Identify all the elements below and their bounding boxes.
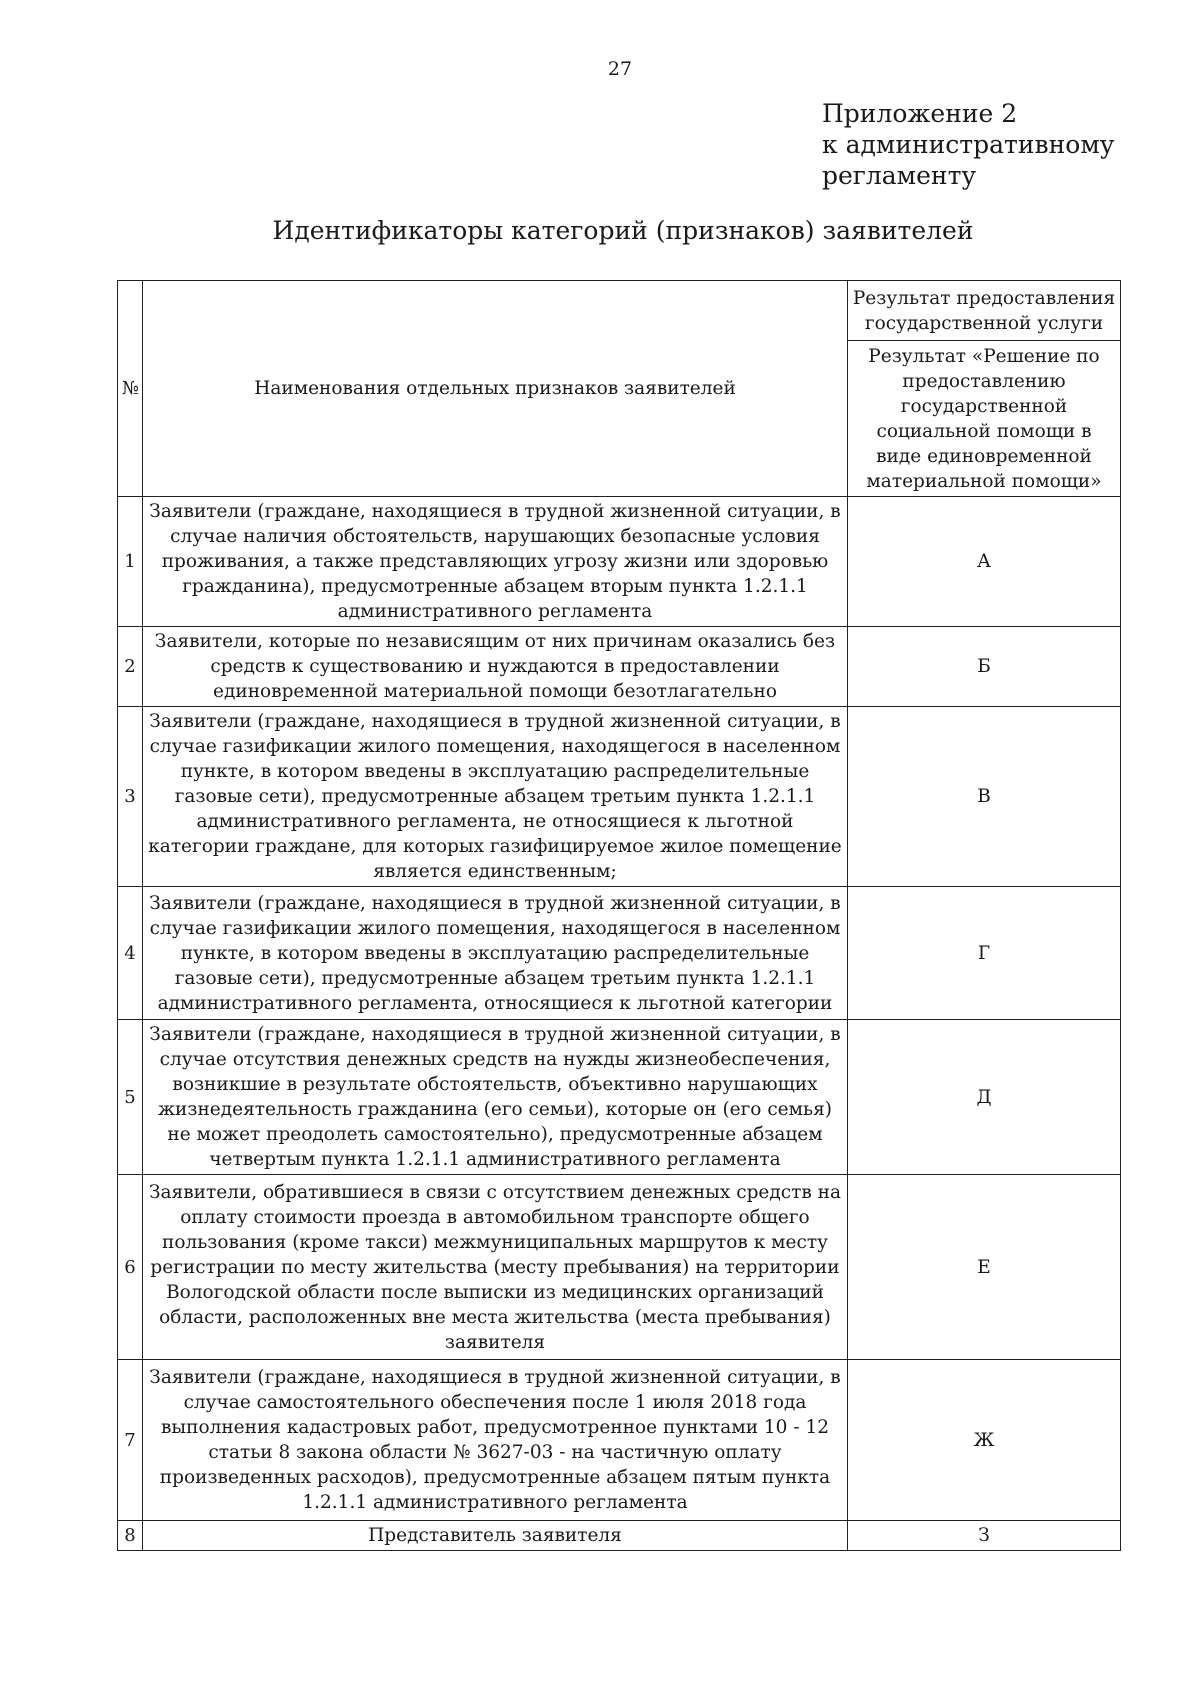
row-number: 6 [118, 1175, 143, 1360]
row-category-code: Ж [848, 1360, 1121, 1521]
table-row [118, 1020, 1121, 1175]
header-number: № [118, 281, 143, 497]
table-header-row [118, 281, 1121, 341]
row-number: 2 [118, 627, 143, 707]
row-category-name: Заявители (граждане, находящиеся в трудной жизненной ситуации, в случае наличия обстоятельств, нарушающих безопасные условия проживания, а также представляющих угрозу жизни или здоровью гражданина), предусмотренные абзацем вторым пункта 1.2.1.1 административного регламента [143, 497, 848, 627]
applicant-categories-table [117, 280, 1121, 1551]
appendix-line: Приложение 2 [822, 99, 1018, 128]
appendix-line: регламенту [822, 161, 977, 190]
row-number: 1 [118, 497, 143, 627]
row-number: 4 [118, 887, 143, 1020]
row-category-name: Представитель заявителя [143, 1521, 848, 1551]
row-category-name: Заявители (граждане, находящиеся в трудной жизненной ситуации, в случае отсутствия денежных средств на нужды жизнеобеспечения, возникшие в результате обстоятельств, объективно нарушающих жизнедеятельность гражданина (его семьи), которые он (его семья) не может преодолеть самостоятельно), предусмотренные абзацем четвертым пункта 1.2.1.1 административного регламента [143, 1020, 848, 1175]
header-result-group: Результат предоставления государственной услуги [848, 281, 1121, 341]
row-number: 5 [118, 1020, 143, 1175]
page-number: 27 [607, 58, 633, 80]
appendix-caption [822, 98, 1114, 191]
row-category-name: Заявители, которые по независящим от них причинам оказались без средств к существованию и нуждаются в предоставлении единовременной материальной помощи безотлагательно [143, 627, 848, 707]
document-title: Идентификаторы категорий (признаков) заявителей [272, 216, 974, 245]
row-category-name: Заявители, обратившиеся в связи с отсутствием денежных средств на оплату стоимости проезда в автомобильном транспорте общего пользования (кроме такси) межмуниципальных маршрутов к месту регистрации по месту жительства (месту пребывания) на территории Вологодской области после выписки из медицинских организаций области, расположенных вне места жительства (места пребывания) заявителя [143, 1175, 848, 1360]
row-number: 8 [118, 1521, 143, 1551]
table-row [118, 707, 1121, 887]
row-category-code: А [848, 497, 1121, 627]
row-category-code: Б [848, 627, 1121, 707]
row-category-code: Д [848, 1020, 1121, 1175]
table-row [118, 1360, 1121, 1521]
header-result: Результат «Решение по предоставлению государственной социальной помощи в виде единовременной материальной помощи» [848, 341, 1121, 497]
row-category-name: Заявители (граждане, находящиеся в трудной жизненной ситуации, в случае самостоятельного обеспечения после 1 июля 2018 года выполнения кадастровых работ, предусмотренное пунктами 10 - 12 статьи 8 закона области № 3627-03 - на частичную оплату произведенных расходов), предусмотренные абзацем пятым пункта 1.2.1.1 административного регламента [143, 1360, 848, 1521]
row-category-code: Г [848, 887, 1121, 1020]
table-row [118, 1521, 1121, 1551]
appendix-line: к административному [822, 130, 1115, 159]
row-category-name: Заявители (граждане, находящиеся в трудной жизненной ситуации, в случае газификации жилого помещения, находящегося в населенном пункте, в котором введены в эксплуатацию распределительные газовые сети), предусмотренные абзацем третьим пункта 1.2.1.1 административного регламента, относящиеся к льготной категории [143, 887, 848, 1020]
row-category-name: Заявители (граждане, находящиеся в трудной жизненной ситуации, в случае газификации жилого помещения, находящегося в населенном пункте, в котором введены в эксплуатацию распределительные газовые сети), предусмотренные абзацем третьим пункта 1.2.1.1 административного регламента, не относящиеся к льготной категории граждане, для которых газифицируемое жилое помещение является единственным; [143, 707, 848, 887]
table-row [118, 627, 1121, 707]
row-category-code: З [848, 1521, 1121, 1551]
row-category-code: В [848, 707, 1121, 887]
table-row [118, 887, 1121, 1020]
table-row [118, 1175, 1121, 1360]
row-number: 7 [118, 1360, 143, 1521]
header-name: Наименования отдельных признаков заявителей [143, 281, 848, 497]
row-number: 3 [118, 707, 143, 887]
row-category-code: Е [848, 1175, 1121, 1360]
table-row [118, 497, 1121, 627]
